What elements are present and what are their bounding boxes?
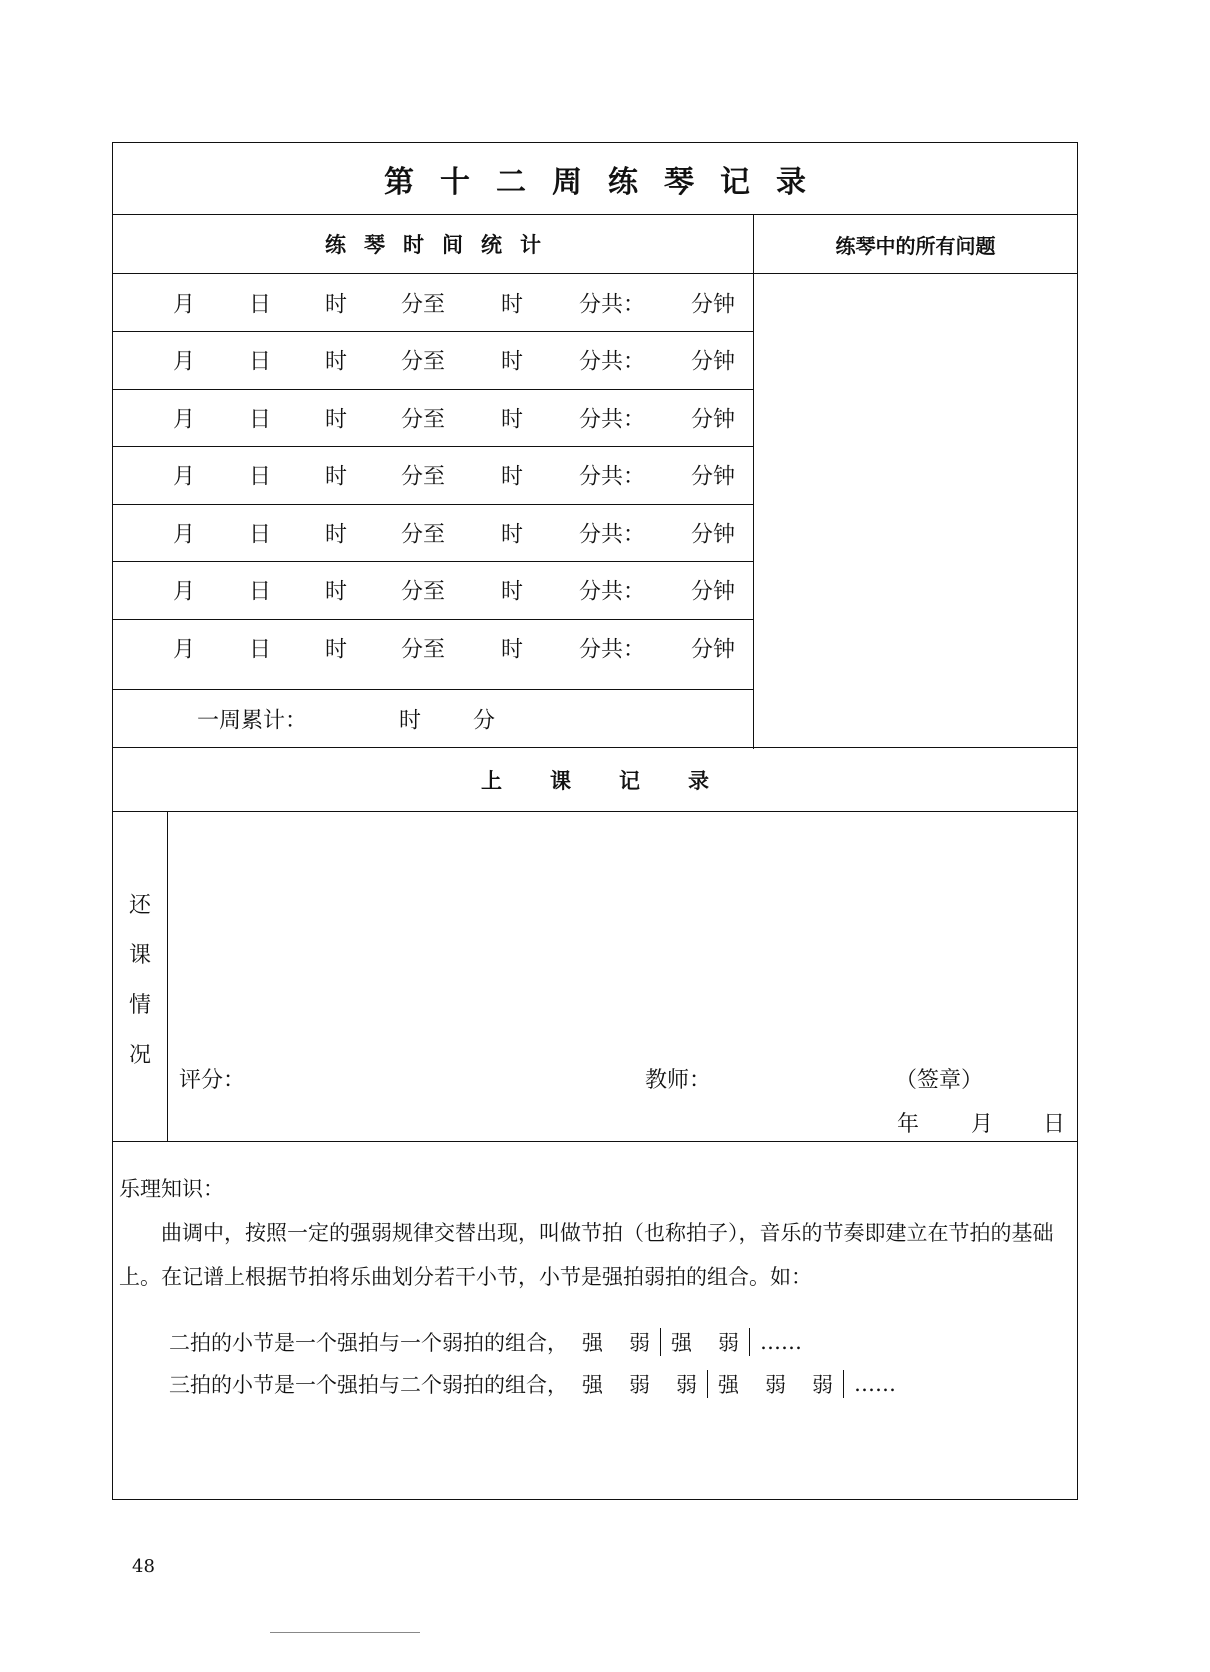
- practice-cell-day: 日: [249, 407, 272, 432]
- beat: 弱: [629, 1373, 650, 1397]
- practice-cell-month: 月: [173, 579, 196, 605]
- review-label-char: 还: [128, 893, 151, 918]
- practice-row: [113, 562, 753, 619]
- practice-cell-month: 月: [173, 407, 196, 432]
- divider: [113, 811, 1077, 812]
- review-label-char: 情: [128, 993, 151, 1018]
- lesson-record-header: 上课记录: [481, 768, 757, 793]
- review-label-char: 况: [128, 1043, 151, 1068]
- date-month: 月: [971, 1112, 994, 1137]
- practice-cell-minute-to: 分至: [401, 464, 446, 490]
- beat: 弱: [718, 1331, 739, 1355]
- example-text: 二拍的小节是一个强拍与一个弱拍的组合，: [169, 1331, 568, 1355]
- music-theory-section: [119, 1167, 1069, 1299]
- teacher-label: 教师：: [645, 1068, 712, 1093]
- practice-cell-minute-to: 分至: [401, 579, 446, 605]
- bar-line: [707, 1370, 708, 1398]
- practice-cell-hour-from: 时: [325, 292, 348, 317]
- practice-cell-hour-from: 时: [325, 464, 348, 490]
- practice-cell-minute-to: 分至: [401, 522, 446, 547]
- beat: 弱: [629, 1331, 650, 1355]
- practice-cell-minute-to: 分至: [401, 407, 446, 432]
- practice-cell-minute-total: 分共：: [579, 522, 646, 547]
- problems-header: 练琴中的所有问题: [835, 233, 996, 258]
- practice-cell-day: 日: [249, 579, 272, 605]
- date-day: 日: [1043, 1112, 1066, 1137]
- practice-cell-minutes: 分钟: [691, 464, 736, 490]
- beat: 强: [582, 1331, 603, 1355]
- review-label-char: 课: [128, 943, 151, 968]
- practice-cell-minute-total: 分共：: [579, 464, 646, 490]
- practice-cell-hour-from: 时: [325, 637, 348, 662]
- review-column-divider: [167, 811, 168, 1141]
- practice-cell-hour-to: 时: [501, 407, 524, 432]
- practice-cell-hour-to: 时: [501, 637, 524, 662]
- review-status-label: [113, 881, 167, 1081]
- practice-row: [113, 332, 753, 389]
- beat: 强: [582, 1373, 603, 1397]
- practice-cell-minute-to: 分至: [401, 349, 446, 375]
- ellipsis: ……: [760, 1330, 802, 1354]
- practice-cell-minute-to: 分至: [401, 292, 446, 317]
- theory-paragraph: 曲调中，按照一定的强弱规律交替出现，叫做节拍（也称拍子），音乐的节奏即建立在节拍的基础上。在记谱上根据节拍将乐曲划分若干小节，小节是强拍弱拍的组合。如：: [119, 1221, 1054, 1289]
- practice-cell-minutes: 分钟: [691, 637, 736, 662]
- score-label: 评分：: [179, 1068, 246, 1093]
- practice-cell-month: 月: [173, 637, 196, 662]
- practice-row: [113, 389, 753, 446]
- practice-cell-hour-to: 时: [501, 464, 524, 490]
- practice-cell-minute-total: 分共：: [579, 579, 646, 605]
- practice-row: [113, 274, 753, 331]
- practice-cell-minutes: 分钟: [691, 349, 736, 375]
- example-two-beat: [169, 1327, 802, 1357]
- practice-cell-minute-total: 分共：: [579, 637, 646, 662]
- page-title: 第十二周练琴记录: [384, 164, 832, 200]
- practice-row: [113, 447, 753, 504]
- weekly-total-minute: 分: [473, 708, 496, 733]
- practice-cell-day: 日: [249, 637, 272, 662]
- page-number: 48: [132, 1556, 155, 1577]
- practice-cell-month: 月: [173, 522, 196, 547]
- practice-cell-minutes: 分钟: [691, 579, 736, 605]
- beat: 强: [671, 1331, 692, 1355]
- scan-mark: [270, 1632, 420, 1633]
- bar-line: [749, 1328, 750, 1356]
- practice-cell-day: 日: [249, 522, 272, 547]
- example-text: 三拍的小节是一个强拍与二个弱拍的组合，: [169, 1373, 568, 1397]
- beat: 弱: [765, 1373, 786, 1397]
- theory-heading: 乐理知识：: [119, 1177, 224, 1201]
- practice-cell-day: 日: [249, 464, 272, 490]
- date-year: 年: [897, 1112, 920, 1137]
- practice-cell-hour-to: 时: [501, 522, 524, 547]
- practice-cell-month: 月: [173, 464, 196, 490]
- practice-cell-hour-from: 时: [325, 522, 348, 547]
- practice-cell-minutes: 分钟: [691, 522, 736, 547]
- practice-cell-day: 日: [249, 349, 272, 375]
- practice-cell-hour-to: 时: [501, 579, 524, 605]
- column-divider: [753, 214, 754, 749]
- divider: [113, 1141, 1077, 1142]
- practice-cell-hour-from: 时: [325, 407, 348, 432]
- practice-cell-month: 月: [173, 349, 196, 375]
- practice-record-form: [112, 142, 1078, 1500]
- ellipsis: ……: [854, 1372, 896, 1396]
- practice-row: [113, 619, 753, 676]
- bar-line: [843, 1370, 844, 1398]
- beat: 强: [718, 1373, 739, 1397]
- beat: 弱: [812, 1373, 833, 1397]
- practice-cell-minute-total: 分共：: [579, 349, 646, 375]
- practice-cell-hour-to: 时: [501, 292, 524, 317]
- seal-label: （签章）: [895, 1068, 984, 1093]
- practice-cell-day: 日: [249, 292, 272, 317]
- practice-cell-minute-total: 分共：: [579, 407, 646, 432]
- weekly-total-hour: 时: [399, 708, 422, 733]
- practice-cell-hour-from: 时: [325, 349, 348, 375]
- practice-cell-hour-from: 时: [325, 579, 348, 605]
- practice-cell-minutes: 分钟: [691, 292, 736, 317]
- beat: 弱: [676, 1373, 697, 1397]
- practice-row: [113, 504, 753, 561]
- practice-cell-hour-to: 时: [501, 349, 524, 375]
- bar-line: [660, 1328, 661, 1356]
- practice-cell-minute-to: 分至: [401, 637, 446, 662]
- practice-cell-month: 月: [173, 292, 196, 317]
- weekly-total-row: [113, 690, 753, 747]
- practice-cell-minute-total: 分共：: [579, 292, 646, 317]
- example-three-beat: [169, 1369, 896, 1399]
- practice-cell-minutes: 分钟: [691, 407, 736, 432]
- practice-time-header: 练琴时间统计: [325, 233, 559, 257]
- weekly-total-label: 一周累计：: [197, 708, 308, 733]
